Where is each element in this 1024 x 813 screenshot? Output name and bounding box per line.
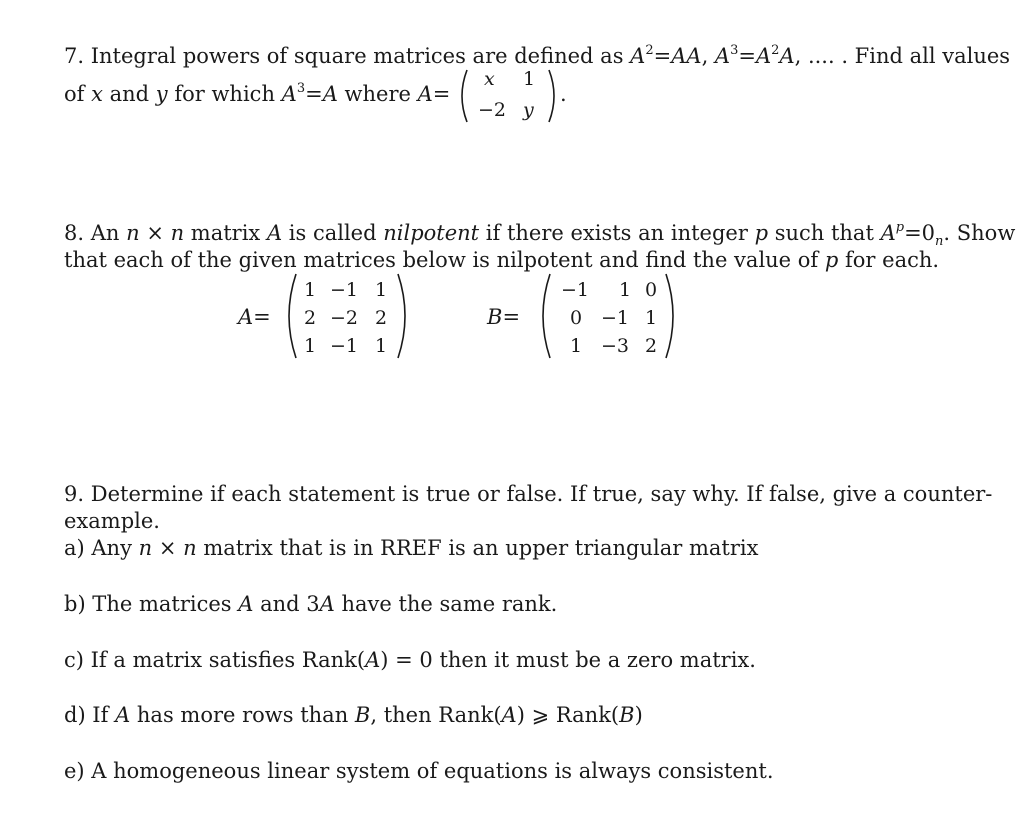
q9-d-B2: B xyxy=(619,703,635,727)
q7-matrix-left-paren xyxy=(455,68,469,124)
q8-line2 xyxy=(64,250,939,271)
q9-c-text-a: c) If a matrix satisfies Rank( xyxy=(64,648,366,672)
q7-A2: A xyxy=(630,44,646,68)
q7-A2A-a: A xyxy=(755,44,772,68)
q9-item-a xyxy=(64,538,758,559)
q9-d-text-a: d) If xyxy=(64,703,116,727)
q9-d-text-c: , then Rank( xyxy=(370,703,502,727)
q8-times: × xyxy=(139,221,171,245)
q9-b-and: and 3 xyxy=(253,592,320,616)
q7-Ab: A xyxy=(322,82,338,106)
q8-line1-a: An xyxy=(90,221,127,245)
q8-matrixB-name: B xyxy=(487,305,503,329)
q9-b-label: b) The matrices xyxy=(64,592,239,616)
q8-matrixB-cell: 2 xyxy=(645,335,658,357)
q7-A2A-b: A xyxy=(779,44,795,68)
q8-line1-c: is called xyxy=(282,221,384,245)
q7-period: . xyxy=(560,82,567,106)
q9-number: 9. xyxy=(64,482,85,506)
q8-zero-n: n xyxy=(935,234,944,249)
q9-b-A2: A xyxy=(319,592,335,616)
q9-b-A: A xyxy=(238,592,254,616)
q7-dots: , .... . Find all values xyxy=(794,44,1011,68)
q9-a-n2: n xyxy=(183,536,197,560)
q7-y: y xyxy=(155,82,168,106)
q8-matrixA-cell: 1 xyxy=(304,335,317,357)
q7-eq1: = xyxy=(653,44,672,68)
q7-exp2b: 2 xyxy=(771,43,780,58)
q7-exp3: 3 xyxy=(730,43,739,58)
q8-zero: 0 xyxy=(921,221,936,245)
q7-comma1: , xyxy=(701,44,715,68)
q7-eq4: = xyxy=(432,82,451,106)
q9-a-rest: matrix that is in RREF is an upper triangular matrix xyxy=(196,536,759,560)
q7-line2-a: of xyxy=(64,82,92,106)
q8-matrixA-cell: 2 xyxy=(375,307,388,329)
q9-item-b xyxy=(64,594,557,615)
q8-n1: n xyxy=(126,221,140,245)
q9-d-A2: A xyxy=(501,703,517,727)
q8-eq: = xyxy=(904,221,922,245)
q9-item-c xyxy=(64,650,756,671)
q7-Ac: A xyxy=(417,82,433,106)
q8-matrixA-cell: −1 xyxy=(330,279,359,301)
q7-eq2: = xyxy=(738,44,756,68)
q7-exp3b: 3 xyxy=(296,81,306,96)
q8-matrixB-right-paren xyxy=(664,272,682,360)
q7-line2-b: for which xyxy=(167,82,282,106)
q9-c-A: A xyxy=(365,648,381,672)
q7-line2 xyxy=(64,81,451,106)
q8-matrixB-cell: −1 xyxy=(561,279,590,301)
q8-matrixB-cell: −1 xyxy=(601,307,630,329)
q9-item-e: e) A homogeneous linear system of equations is always consistent. xyxy=(64,759,774,783)
q7-eq3: = xyxy=(305,82,323,106)
q7-A3: A xyxy=(714,44,731,68)
q7-matrix-cell: 1 xyxy=(523,68,536,90)
q8-matrixA-eq: = xyxy=(253,305,271,329)
q9-d-B: B xyxy=(354,703,371,727)
q9-line2: example. xyxy=(64,509,160,533)
q9-b-rest: have the same rank. xyxy=(334,592,558,616)
q8-nilpotent: nilpotent xyxy=(383,221,480,245)
q9-d-text-e: ) xyxy=(634,703,643,727)
q9-line1 xyxy=(64,484,992,505)
q9-item-d xyxy=(64,705,643,726)
q9-a-times: × xyxy=(152,536,184,560)
q8-line1 xyxy=(64,220,1016,249)
q7-where: where xyxy=(337,82,418,106)
q9-a-label: a) Any xyxy=(64,536,139,560)
q9-d-A: A xyxy=(115,703,131,727)
q9-a-n1: n xyxy=(138,536,153,560)
q8-p2: p xyxy=(824,248,839,272)
q8-matrixA-left-paren xyxy=(280,272,298,360)
q7-exp2: 2 xyxy=(645,43,654,58)
q7-and: and xyxy=(102,82,156,106)
q8-n2: n xyxy=(170,221,185,245)
q9-d-text-d: ) ⩾ Rank( xyxy=(516,703,620,727)
q8-matrixB-cell: 1 xyxy=(619,279,632,301)
q8-Ap-p: p xyxy=(895,220,905,235)
q8-matrixA-cell: 1 xyxy=(304,279,317,301)
q8-line2-text: that each of the given matrices below is nilpotent and find the value of xyxy=(64,248,825,272)
q9-d-text-b: has more rows than xyxy=(130,703,355,727)
q8-line1-e: such that xyxy=(768,221,881,245)
q8-line1-f: . Show xyxy=(943,221,1016,245)
q7-matrix-right-paren xyxy=(547,68,561,124)
q8-matrixB-cell: 1 xyxy=(570,335,583,357)
q8-matrixB-left-paren xyxy=(534,272,552,360)
q8-A: A xyxy=(266,221,283,245)
q7-matrix-cell: x xyxy=(484,68,495,90)
q7-text-a: Integral powers of square matrices are defined as xyxy=(90,44,631,68)
q8-matrixA-name: A xyxy=(238,305,254,329)
q9-c-text-b: ) = 0 then it must be a zero matrix. xyxy=(380,648,756,672)
q8-line1-b: matrix xyxy=(184,221,267,245)
q8-matrixA-cell: −2 xyxy=(330,307,359,329)
q7-matrix-cell: y xyxy=(523,99,534,121)
q8-matrixA-right-paren xyxy=(396,272,414,360)
q9-line1-text: Determine if each statement is true or false. If true, say why. If false, give a counter- xyxy=(90,482,993,506)
q7-AA: AA xyxy=(671,44,702,68)
q8-p: p xyxy=(754,221,769,245)
q7-A3b: A xyxy=(281,82,297,106)
q8-matrixA-cell: 1 xyxy=(375,279,388,301)
q7-line1 xyxy=(64,43,1011,68)
q8-number: 8. xyxy=(64,221,85,245)
q7-x: x xyxy=(91,82,103,106)
q8-line2-end: for each. xyxy=(838,248,940,272)
q8-matrixA-cell: −1 xyxy=(330,335,359,357)
q7-matrix-cell: −2 xyxy=(478,99,507,121)
q8-matrixA-label xyxy=(238,307,271,328)
q8-matrixB-cell: 0 xyxy=(570,307,583,329)
q8-matrixB-eq: = xyxy=(502,305,521,329)
q8-matrixB-cell: 0 xyxy=(645,279,658,301)
q8-matrixA-cell: 1 xyxy=(375,335,388,357)
q8-matrixA-cell: 2 xyxy=(304,307,317,329)
q8-matrixB-cell: −3 xyxy=(601,335,630,357)
q8-matrixB-label xyxy=(487,307,520,328)
q8-line1-d: if there exists an integer xyxy=(479,221,755,245)
q7-number: 7. xyxy=(64,44,85,68)
q8-matrixB-cell: 1 xyxy=(645,307,658,329)
q8-Ap-A: A xyxy=(880,221,896,245)
